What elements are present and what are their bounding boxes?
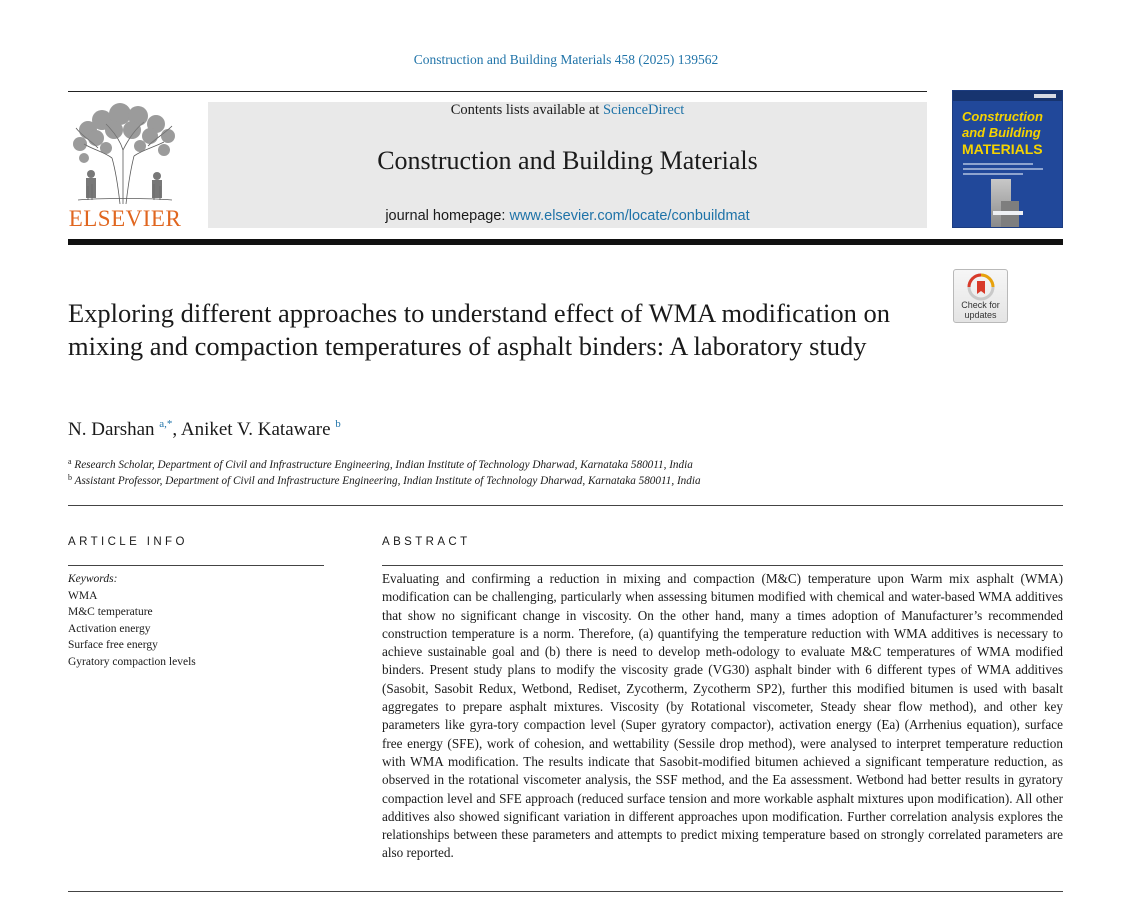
affiliation-a xyxy=(68,457,693,471)
cover-issue-tag xyxy=(1034,94,1056,98)
cover-subtitle-line xyxy=(963,168,1043,170)
cover-subtitle-line xyxy=(963,163,1033,165)
header-thick-rule xyxy=(68,239,1063,245)
journal-name: Construction and Building Materials xyxy=(377,146,758,175)
elsevier-wordmark[interactable]: ELSEVIER xyxy=(68,206,182,231)
journal-citation[interactable]: Construction and Building Materials 458 (2025) 139562 xyxy=(413,52,719,67)
check-for-updates-button[interactable] xyxy=(953,269,1008,323)
journal-homepage-line xyxy=(208,208,927,224)
author-affiliation-mark[interactable]: b xyxy=(335,418,341,430)
author-name[interactable]: N. Darshan xyxy=(68,419,155,440)
keywords-label: Keywords: xyxy=(68,573,118,585)
affiliation-mark: b xyxy=(68,473,72,482)
affiliation-text: Assistant Professor, Department of Civil and Infrastructure Engineering, Indian Institute of Technology Dharwad, Karnataka 580011, India xyxy=(74,475,701,487)
cover-title-line1: Construction xyxy=(962,109,1043,124)
contents-availability-line xyxy=(208,102,927,119)
affiliation-b xyxy=(68,473,701,487)
author-list xyxy=(68,418,341,441)
cover-title-line2: and Building xyxy=(962,125,1041,140)
journal-homepage-link[interactable]: www.elsevier.com/locate/conbuildmat xyxy=(509,208,750,224)
keyword-item: M&C temperature xyxy=(68,606,153,618)
section-divider xyxy=(68,505,1063,506)
affiliation-mark: a xyxy=(68,457,72,466)
author-name[interactable]: Aniket V. Kataware xyxy=(180,419,331,440)
keywords-block xyxy=(68,571,196,670)
cover-title xyxy=(962,109,1062,157)
keyword-item: Surface free energy xyxy=(68,639,158,651)
article-info-rule xyxy=(68,565,324,566)
check-updates-line2: updates xyxy=(964,310,997,320)
author-affiliation-mark[interactable]: a,* xyxy=(159,418,173,430)
abstract-body: Evaluating and confirming a reduction in mixing and compaction (M&C) temperature upon Warm mix asphalt (WMA) modification can be challenging, particularly when assessing bitumen modified with chemical and water-based WMA additives that show no significant change in viscosity. On the other hand, many a times adoption of Manufacturer’s recommended construction temperature is a norm. Therefore, (a) quantifying the temperature reduction with WMA additives is necessary to achieve sustainable goal and (b) there is need to develop meth-odology to evaluate M&C temperatures of WMA modified binders. Present study plans to modify the viscosity grade (VG30) asphalt binder with 6 different types of WMA additives (Sasobit, Sasobit Redux, Wetbond, Rediset, Zycotherm, Zycotherm SP2), further this modified bitumen is used with basalt aggregates to prepare asphalt mixtures. Viscosity (by Rotational viscometer, Steady shear flow method), and other key parameters like gyra-tory compaction level (Super gyratory compactor), activation energy (Ea) (Arrhenius equation), surface free energy (SFE), work of cohesion, and wettability (Sessile drop method), were analysed to interpret temperature reduction with WMA modification. The results indicate that Sasobit-modified bitumen achieved a significant temperature reduction, as observed in the rotational viscometer analysis, the SSF method, and the Ea assessment. Wetbond had better results in gyratory compaction level and SFE approach (reduced surface tension and more workable asphalt mixtures upon modification). All other additives also showed significant variation in different approaches upon modification. Further correlation analysis explores the relationships between these parameters and attempts to predict mixing temperature based on strongly correlated parameters are also reported. xyxy=(382,571,1063,861)
homepage-prefix: journal homepage: xyxy=(385,208,510,224)
affiliation-text: Research Scholar, Department of Civil and Infrastructure Engineering, Indian Institute of Technology Dharwad, Karnataka 580011, India xyxy=(74,459,693,471)
cover-title-line3: MATERIALS xyxy=(962,141,1043,157)
keyword-item: Activation energy xyxy=(68,622,151,635)
cover-publisher-tag xyxy=(993,211,1023,215)
abstract-rule xyxy=(382,565,1063,566)
check-updates-icon xyxy=(967,273,995,301)
check-updates-label xyxy=(954,300,1007,320)
article-info-heading: ARTICLE INFO xyxy=(68,536,188,548)
journal-cover-thumbnail[interactable] xyxy=(952,90,1063,228)
header-top-rule xyxy=(68,91,927,92)
contents-prefix: Contents lists available at xyxy=(450,102,603,118)
author-separator: , xyxy=(172,419,181,440)
sciencedirect-link[interactable]: ScienceDirect xyxy=(602,102,685,118)
keyword-item: WMA xyxy=(68,589,98,602)
article-title: Exploring different approaches to understand effect of WMA modification on mixing and compaction temperatures of asphalt binders: A laboratory study xyxy=(68,298,891,361)
keyword-item: Gyratory compaction levels xyxy=(68,655,196,668)
cover-subtitle-line xyxy=(963,173,1023,175)
check-updates-line1: Check for xyxy=(961,300,1000,310)
bottom-rule xyxy=(68,891,1063,892)
abstract-heading: ABSTRACT xyxy=(382,536,471,548)
